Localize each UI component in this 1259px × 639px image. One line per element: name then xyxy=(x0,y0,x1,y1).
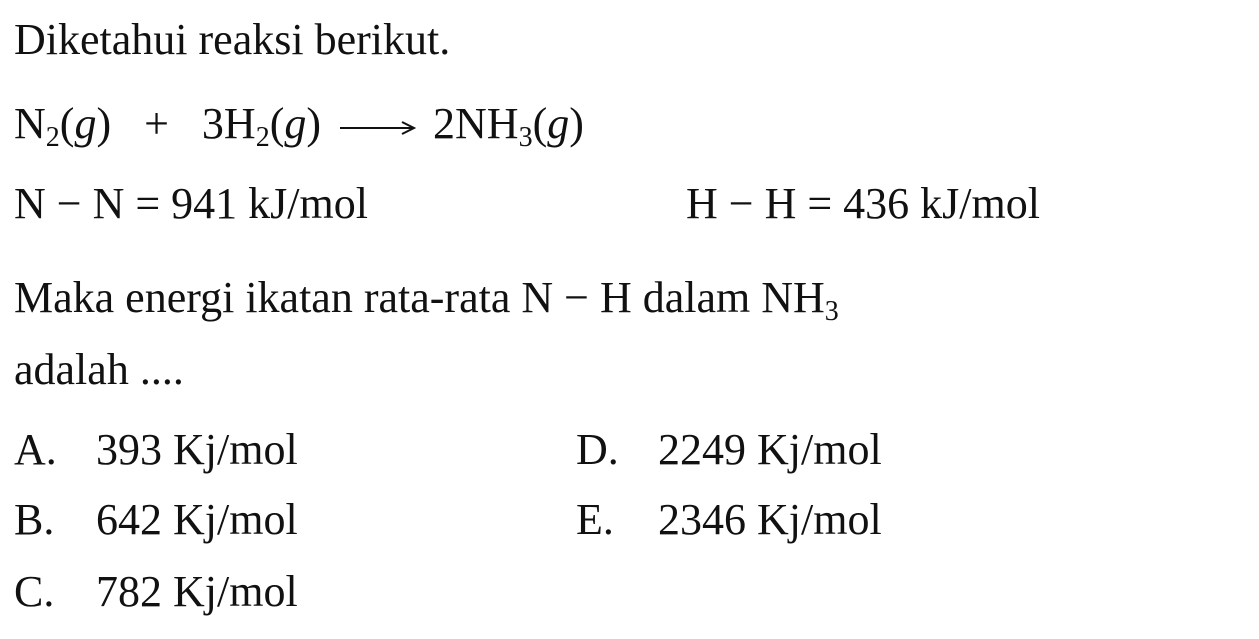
bond-energy-nn: N − N = 941 kJ/mol xyxy=(14,179,368,228)
reaction-equation xyxy=(14,98,584,153)
option-c[interactable]: C. 782 Kj/mol xyxy=(14,567,298,616)
question-line-1: Maka energi ikatan rata-rata N − H dalam $NH_3$ xyxy=(14,273,839,327)
plus-sign: + xyxy=(144,99,169,148)
reaction-arrow-icon xyxy=(336,118,418,138)
intro-text: Diketahui reaksi berikut. xyxy=(14,15,451,64)
product-nh3: $2NH_3(g)$ xyxy=(433,99,584,153)
reactant-h2: $3H_2(g)$ xyxy=(201,99,322,153)
option-b[interactable]: B. 642 Kj/mol xyxy=(14,495,298,544)
question-line-2: adalah .... xyxy=(14,345,184,394)
bond-energy-hh: H − H = 436 kJ/mol xyxy=(686,179,1040,228)
option-a[interactable]: A. 393 Kj/mol xyxy=(14,425,298,474)
option-e[interactable]: E. 2346 Kj/mol xyxy=(576,495,882,544)
reactant-n2: $N_2(g)$ xyxy=(14,99,112,153)
option-d[interactable]: D. 2249 Kj/mol xyxy=(576,425,882,474)
